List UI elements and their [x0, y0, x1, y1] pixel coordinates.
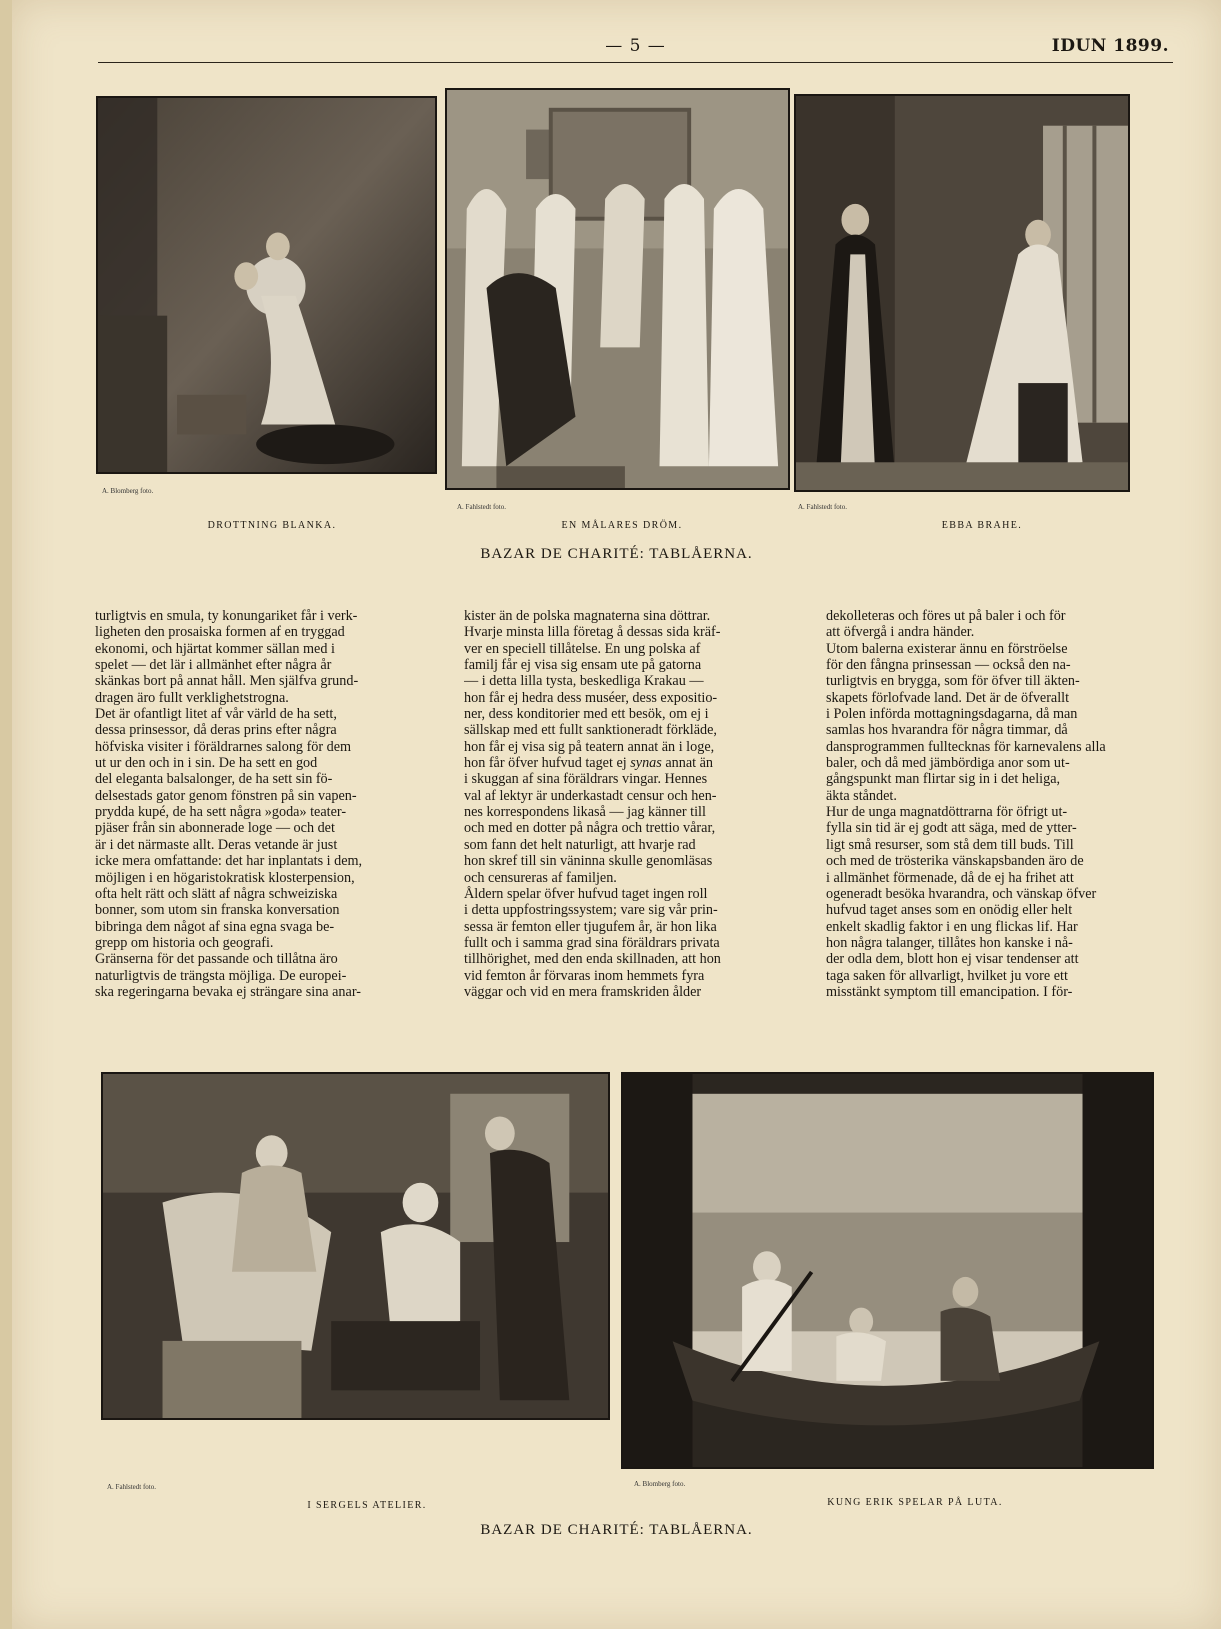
page-number: — 5 — — [605, 36, 666, 56]
photo-credit: A. Blomberg foto. — [634, 1480, 686, 1488]
article-column-3: dekolleteras och föres ut på baler i och för att öfvergå i andra händer. Utom balerna existerar ännu en förströelse för den fångna prinsessan — också den na- turligtvis en brygga, som för öfver till äkten- skapets förlofvade land. Det är de öfverallt i Polen införda mottagningsdagarna, då man samlas hos hvarandra för några timmar, då dansprogrammen fulltecknas för karnevalens alla baler, och då med jämbördiga anor som ut- gångspunkt man flirtar sig in i det heliga, äkta ståndet. Hur de unga magnatdöttrarna för öfrigt ut- fylla sin tid är ej godt att säga, med de ytter- ligt små resurser, som stå dem till buds. Till och med de trösterika vänskapsbanden äro de i allmänhet förmenade, då de ej ha frihet att ogeneradt besöka hvarandra, och vänskap öfver hufvud taget anses som en onödig eller helt enkelt skadlig faktor i en ung flickas lif. Har hon några talanger, tillåtes hon kanske i nå- der odla dem, blott hon ej visar tendenser att taga saken för allvarligt, hvilket ju vore ett misstänkt symptom till emancipation. I för- — [826, 608, 1106, 1000]
article-column-1: turligtvis en smula, ty konungariket får i verk- ligheten den prosaiska formen af en tryggad ekonomi, och hjärtat kommer sällan med i spelet — det lär i allmänhet efter några år skänkas bort på annat håll. Men själfva grund- dragen äro fullt verklighetstrogna. Det är ofantligt litet af vår värld de ha sett, dessa prinsessor, då deras prins efter några höfviska visiter i föräldrarnes salong för dem ut ur den och in i sin. De ha sett en god del eleganta balsalonger, de ha sett sin fö- delsestads gator genom fönstren på sin vapen- prydda kupé, de ha sett några »goda» teater- pjäser från sin abonnerade loge — och det är i det närmaste allt. Deras vetande är just icke mera omfattande: det har inplantats i dem, möjligen i en högaristokratisk klosterpension, ofta helt rätt och slätt af några schweiziska bonner, som utom sin franska konversation bibringa dem något af sina egna svaga be- grepp om historia och geografi. Gränserna för det passande och tillåtna äro naturligtvis de trängsta möjliga. De europei- ska regeringarna bevaka ej strängare sina anar- — [95, 608, 363, 1000]
article-column-2 — [464, 608, 807, 1038]
photo-credit: A. Fahlstedt foto. — [107, 1483, 156, 1491]
photo-caption: EN MÅLARES DRÖM. — [561, 520, 683, 531]
emphasized-word: synas — [630, 755, 662, 772]
photo-caption: DROTTNING BLANKA. — [207, 520, 337, 531]
article-text: kister än de polska magnaterna sina döttrar. Hvarje minsta lilla företag å dessas sida kräf- ver en speciell tillåtelse. En ung polska af familj får ej visa sig ensam ute på gatorna — i detta lilla tysta, beskedliga Krakau — hon får ej hedra dess muséer, dess expositio- ner, dess konditorier med ett besök, om ej i sällskap med ett fullt sanktioneradt förkläde, hon får ej visa sig på teatern annat än i loge, hon får öfver hufvud taget ej — [464, 608, 721, 772]
publication-title: IDUN 1899. — [1051, 36, 1169, 56]
article-text: annat än i skuggan af sina föräldrars vingar. Hennes val af lektyr är underkastadt censur och hen- nes korrespondens likaså — jag känner till och med en dotter på några och trettio vårar, som fann det helt naturligt, att hvarje rad hon skref till sin väninna skulle genomläsas och censureras af familjen. Åldern spelar öfver hufvud taget ingen roll i detta uppfostringssystem; vare sig vår prin- sessa är femton eller tjugufem år, är hon lika fullt och i samma grad sina föräldrars privata tillhörighet, med den enda skillnaden, att hon vid femton år förvaras inom hemmets fyra väggar och vid en mera framskriden ålder — [464, 755, 721, 1000]
photo-caption: EBBA BRAHE. — [941, 520, 1023, 531]
photo-drottning-blanka — [96, 96, 437, 474]
photo-ebba-brahe — [794, 94, 1130, 492]
photo-caption: KUNG ERIK SPELAR PÅ LUTA. — [827, 1497, 1003, 1508]
photo-credit: A. Fahlstedt foto. — [457, 503, 506, 511]
photo-credit: A. Fahlstedt foto. — [798, 503, 847, 511]
section-title: BAZAR DE CHARITÉ: TABLÅERNA. — [480, 1522, 753, 1538]
photo-caption: I SERGELS ATELIER. — [307, 1500, 427, 1511]
newspaper-page — [12, 0, 1221, 1629]
photo-en-malares-drom — [445, 88, 790, 490]
photo-i-sergels-atelier — [101, 1072, 610, 1420]
section-title: BAZAR DE CHARITÉ: TABLÅERNA. — [480, 546, 753, 562]
photo-credit: A. Blomberg foto. — [102, 487, 154, 495]
photo-kung-erik-spelar-pa-luta — [621, 1072, 1154, 1469]
page-header — [98, 30, 1173, 63]
